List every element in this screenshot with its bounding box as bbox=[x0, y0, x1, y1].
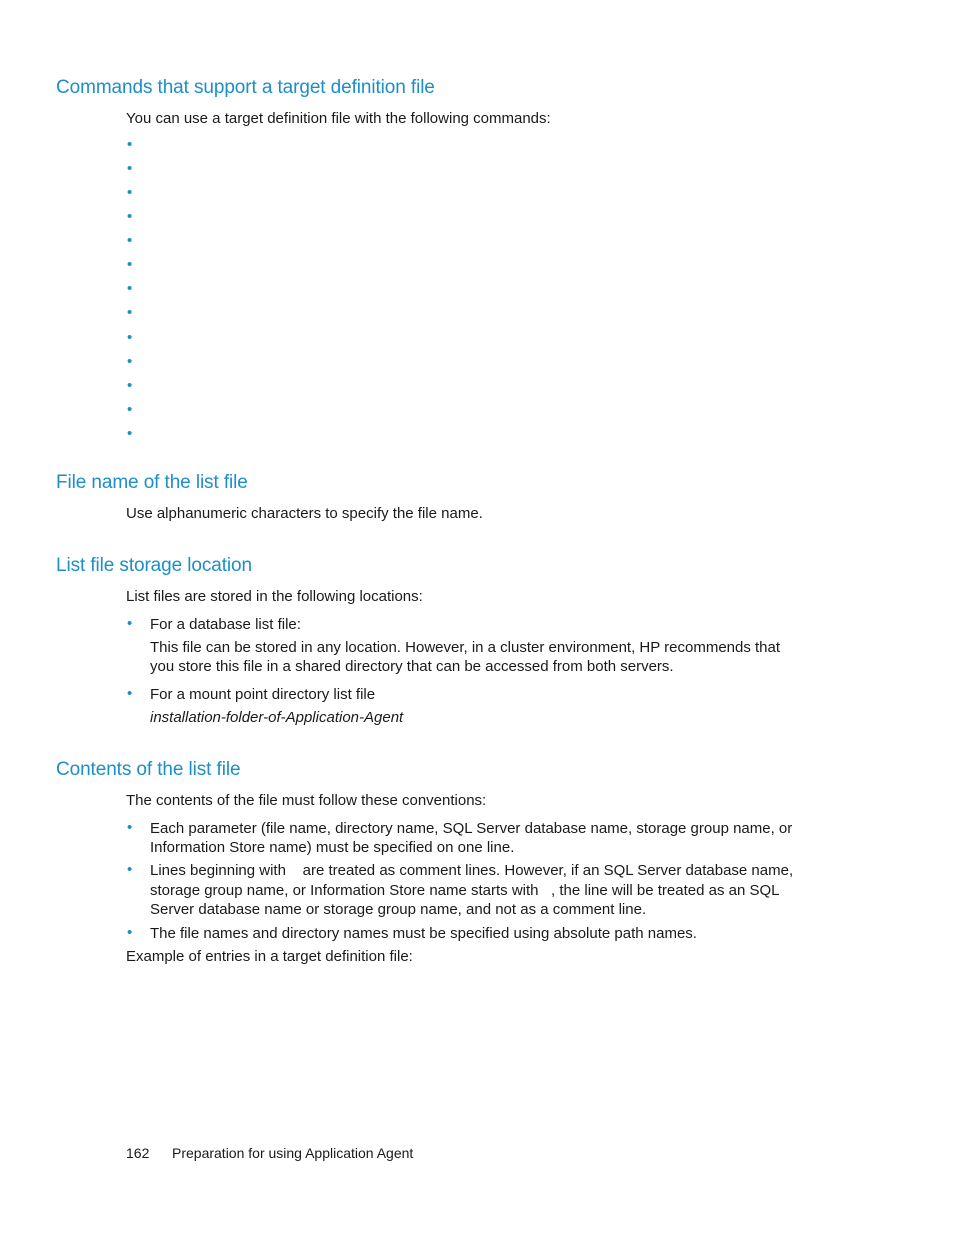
bullet-icon: • bbox=[127, 136, 133, 153]
contents-item: Lines beginning with are treated as comment lines. However, if an SQL Server database name, bbox=[150, 862, 794, 879]
bullet-icon: • bbox=[127, 304, 133, 321]
bullet-icon: • bbox=[127, 329, 133, 346]
storage-intro: List files are stored in the following locations: bbox=[126, 588, 423, 605]
storage-item-detail: This file can be stored in any location. However, in a cluster environment, HP recommends that bbox=[150, 639, 781, 656]
storage-item-detail: you store this file in a shared directory that can be accessed from both servers. bbox=[150, 658, 674, 675]
install-folder-path: installation-folder-of-Application-Agent bbox=[150, 709, 404, 726]
contents-item: Information Store name) must be specified on one line. bbox=[150, 839, 515, 856]
contents-item: storage group name, or Information Store name starts with , the line will be treated as an SQL bbox=[150, 882, 780, 899]
bullet-icon: • bbox=[127, 924, 133, 941]
bullet-icon: • bbox=[127, 819, 133, 836]
bullet-icon: • bbox=[127, 232, 133, 249]
bullet-icon: • bbox=[127, 861, 133, 878]
file-name-body: Use alphanumeric characters to specify the file name. bbox=[126, 505, 483, 522]
section-heading-contents: Contents of the list file bbox=[56, 759, 241, 780]
bullet-icon: • bbox=[127, 256, 133, 273]
bullet-icon: • bbox=[127, 184, 133, 201]
contents-item: Each parameter (file name, directory name, SQL Server database name, storage group name, or bbox=[150, 820, 793, 837]
bullet-icon: • bbox=[127, 208, 133, 225]
bullet-icon: • bbox=[127, 401, 133, 418]
bullet-icon: • bbox=[127, 615, 133, 632]
section-heading-file-name: File name of the list file bbox=[56, 472, 248, 493]
storage-item-label: For a database list file: bbox=[150, 616, 301, 633]
section-heading-commands: Commands that support a target definition file bbox=[56, 77, 435, 98]
storage-item-label: For a mount point directory list file bbox=[150, 686, 376, 703]
bullet-icon: • bbox=[127, 685, 133, 702]
example-label: Example of entries in a target definition file: bbox=[126, 948, 413, 965]
bullet-icon: • bbox=[127, 425, 133, 442]
section-heading-storage: List file storage location bbox=[56, 555, 252, 576]
bullet-icon: • bbox=[127, 377, 133, 394]
contents-item: The file names and directory names must be specified using absolute path names. bbox=[150, 925, 697, 942]
contents-item: Server database name or storage group name, and not as a comment line. bbox=[150, 901, 647, 918]
bullet-icon: • bbox=[127, 160, 133, 177]
bullet-icon: • bbox=[127, 353, 133, 370]
commands-intro: You can use a target definition file with the following commands: bbox=[126, 110, 551, 127]
bullet-icon: • bbox=[127, 280, 133, 297]
page-number: 162 bbox=[126, 1145, 150, 1161]
contents-intro: The contents of the file must follow these conventions: bbox=[126, 792, 487, 809]
footer-title: Preparation for using Application Agent bbox=[172, 1145, 414, 1161]
